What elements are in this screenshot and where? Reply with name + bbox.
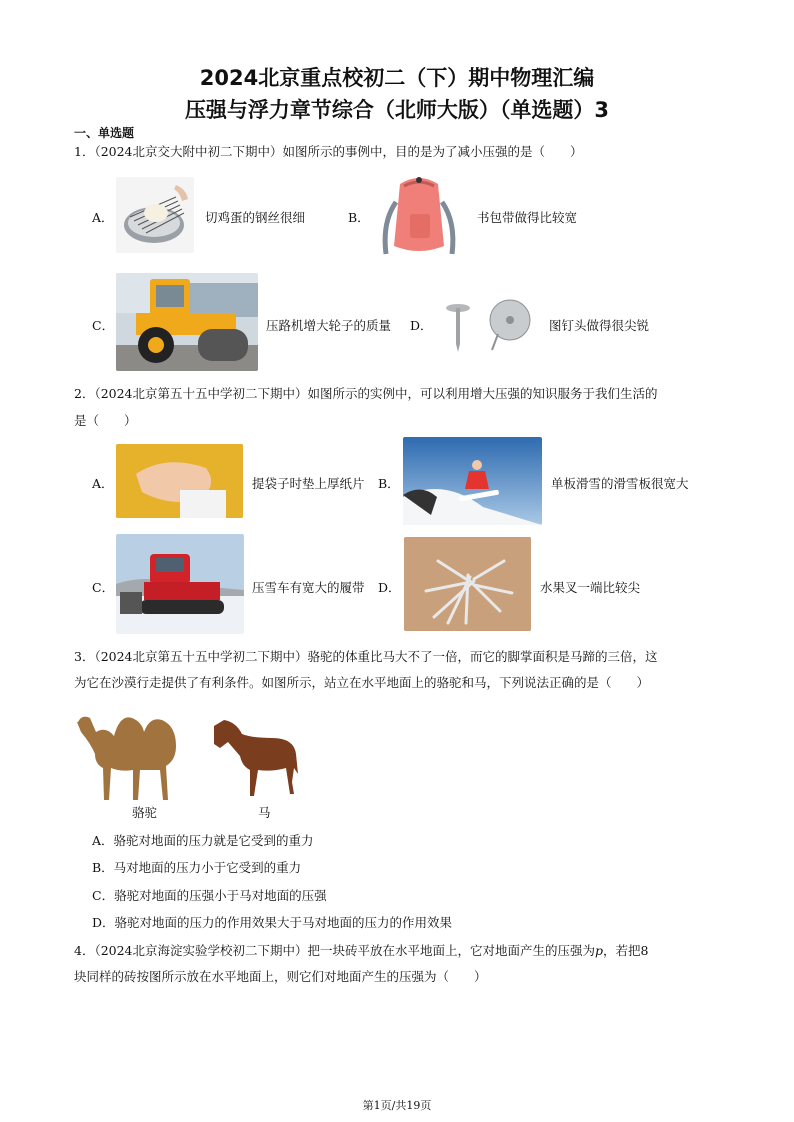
page-title: 2024北京重点校初二（下）期中物理汇编 [199, 66, 595, 90]
q1-option-d-text: 图钉头做得很尖锐 [549, 318, 650, 333]
section-heading: 一、单选题 [74, 126, 135, 140]
snow-groomer-image [116, 534, 244, 634]
question-1-stem: 1．（2024北京交大附中初二下期中）如图所示的事例中，目的是为了减小压强的是（ ） [74, 144, 583, 159]
q1-option-b-text: 书包带做得比较宽 [477, 210, 578, 225]
question-3-stem-line1: 3．（2024北京第五十五中学初二下期中）骆驼的体重比马大不了一倍，而它的脚掌面积是马蹄的三倍，这 [74, 649, 658, 664]
q4-pressure-variable: p [595, 943, 604, 958]
question-4-stem-line2: 块同样的砖按图所示放在水平地面上，则它们对地面产生的压强为（ ） [74, 969, 487, 984]
q1-option-b-letter: B． [348, 210, 370, 225]
q1-option-a-text: 切鸡蛋的钢丝很细 [205, 210, 306, 225]
page-subtitle: 压强与浮力章节综合（北师大版）（单选题）3 [184, 98, 610, 122]
q4-stem-part2: ，若把8 [603, 943, 649, 958]
q3-option-d: D．骆驼对地面的压力的作用效果大于马对地面的压力的作用效果 [92, 915, 453, 930]
q1-option-c-letter: C． [92, 318, 115, 333]
road-roller-image [116, 273, 258, 371]
q2-option-b-letter: B． [378, 476, 400, 491]
bag-handle-image [116, 444, 243, 518]
q3-option-b: B．马对地面的压力小于它受到的重力 [92, 860, 302, 875]
q2-option-d-text: 水果叉一端比较尖 [540, 580, 641, 595]
q1-option-d-letter: D． [410, 318, 433, 333]
camel-image [72, 700, 196, 804]
snowboarder-image [403, 437, 542, 525]
question-2-stem-line1: 2．（2024北京第五十五中学初二下期中）如图所示的实例中，可以利用增大压强的知识服务于我们生活的 [74, 386, 658, 401]
q2-option-a-letter: A． [92, 476, 114, 491]
horse-image [206, 714, 306, 804]
question-4-stem-line1 [74, 941, 649, 959]
question-2-stem-line2: 是（ ） [74, 413, 137, 428]
q1-option-a-letter: A． [92, 210, 114, 225]
q4-stem-part1: 4．（2024北京海淀实验学校初二下期中）把一块砖平放在水平地面上，它对地面产生的压强为 [74, 943, 596, 958]
thumbtack-image [438, 290, 538, 354]
q3-option-a: A．骆驼对地面的压力就是它受到的重力 [92, 833, 314, 848]
camel-label: 骆驼 [132, 805, 158, 820]
q2-option-b-text: 单板滑雪的滑雪板很宽大 [551, 476, 689, 491]
q2-option-c-text: 压雪车有宽大的履带 [252, 580, 365, 595]
fruit-fork-image [404, 537, 531, 631]
egg-slicer-image [116, 177, 194, 253]
horse-label: 马 [258, 805, 271, 820]
backpack-image [376, 172, 462, 260]
page-number: 第1页/共19页 [362, 1099, 432, 1112]
q2-option-c-letter: C． [92, 580, 115, 595]
q1-option-c-text: 压路机增大轮子的质量 [266, 318, 392, 333]
q3-option-c: C．骆驼对地面的压强小于马对地面的压强 [92, 888, 327, 903]
q2-option-d-letter: D． [378, 580, 401, 595]
question-3-stem-line2: 为它在沙漠行走提供了有利条件。如图所示，站立在水平地面上的骆驼和马，下列说法正确的是（ ） [74, 675, 650, 690]
q2-option-a-text: 提袋子时垫上厚纸片 [252, 476, 365, 491]
